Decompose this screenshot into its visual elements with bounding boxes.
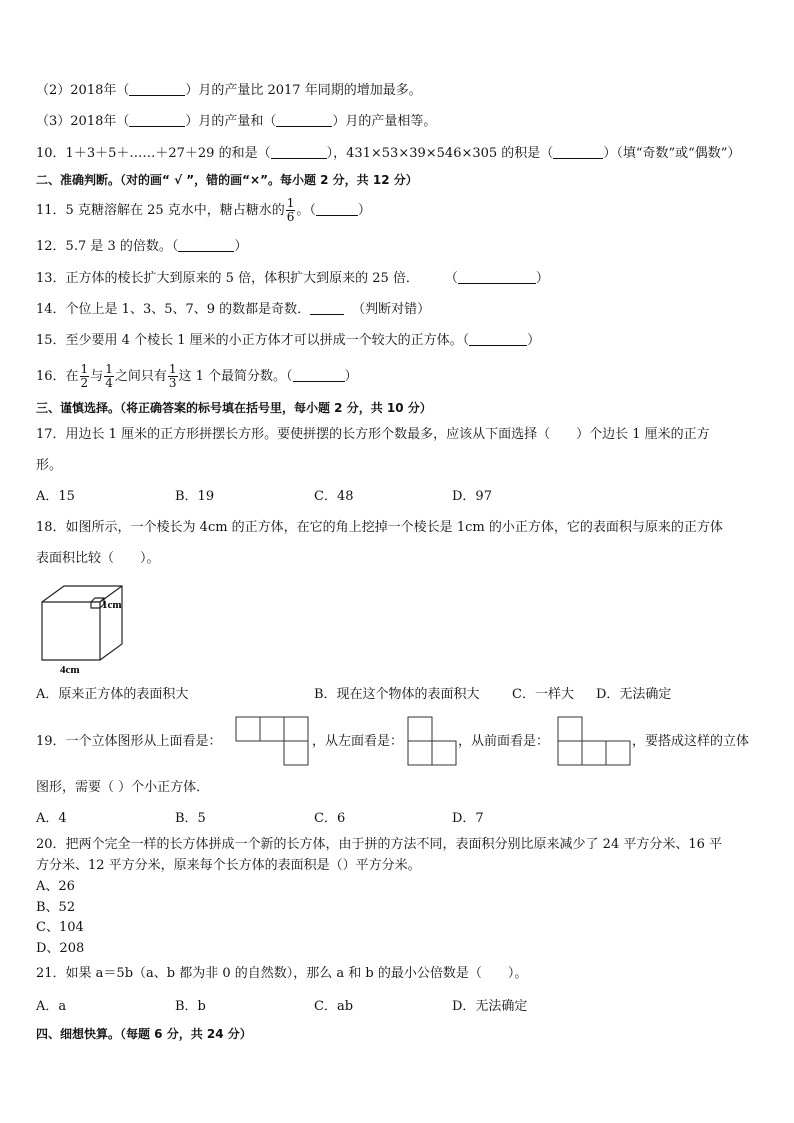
- left-view-grid: [408, 717, 458, 767]
- answer-blank[interactable]: [129, 83, 185, 96]
- cube-figure: [36, 582, 136, 674]
- q20-option-b[interactable]: B、52: [36, 900, 76, 915]
- answer-blank[interactable]: [458, 271, 536, 284]
- fraction-one-quarter: $\frac{1}{4}$: [105, 362, 113, 390]
- question-16: 16．在 $\frac{1}{2}$ 与 $\frac{1}{4}$ 之间只有 $\frac{1}{3}$ 这 1 个最简分数。（ ）: [36, 362, 358, 390]
- answer-blank[interactable]: [178, 239, 234, 252]
- q17-option-b[interactable]: B．19: [175, 489, 215, 504]
- answer-blank[interactable]: [316, 203, 358, 216]
- section-4-heading: 四、细想快算。（每题 6 分，共 24 分）: [36, 1027, 252, 1041]
- answer-blank[interactable]: [271, 146, 327, 159]
- question-18-line2: 表面积比较（ ）。: [36, 551, 160, 566]
- answer-blank[interactable]: [276, 114, 332, 127]
- front-view-grid: [558, 717, 632, 767]
- answer-blank[interactable]: [293, 369, 345, 382]
- question-18-line1: 18．如图所示，一个棱长为 4cm 的正方体，在它的角上挖掉一个棱长是 1cm 的小正方体，它的表面积与原来的正方体: [36, 520, 723, 535]
- q18-option-c[interactable]: C．一样大: [512, 687, 574, 702]
- section-3-heading: 三、谨慎选择。（将正确答案的标号填在括号里，每小题 2 分，共 10 分）: [36, 401, 432, 415]
- q21-option-c[interactable]: C．ab: [314, 999, 354, 1014]
- q9-part2: （2）2018年（ ）月的产量比 2017 年同期的增加最多。: [36, 83, 422, 98]
- q19-option-a[interactable]: A．4: [36, 811, 67, 826]
- question-19-part-a: 19．一个立体图形从上面看是：: [36, 734, 222, 749]
- q20-option-d[interactable]: D、208: [36, 941, 85, 956]
- fraction-one-half: $\frac{1}{2}$: [80, 362, 89, 390]
- question-20-line2: 方分米、12 平方分米，原来每个长方体的表面积是（）平方分米。: [36, 858, 421, 873]
- q19-option-d[interactable]: D．7: [452, 811, 484, 826]
- question-19-part-b: ，从左面看是：: [312, 734, 404, 749]
- question-11: 11．5 克糖溶解在 25 克水中，糖占糖水的 $\frac{1}{6}$ 。（ ）: [36, 196, 371, 224]
- q21-option-a[interactable]: A．a: [36, 999, 67, 1014]
- question-12: 12．5.7 是 3 的倍数。（ ）: [36, 239, 248, 254]
- top-view-grid: [236, 717, 310, 767]
- question-19-part-d: ，要搭成这样的立体: [632, 734, 750, 749]
- question-14: 14．个位上是 1、3、5、7、9 的数都是奇数． （判断对错）: [36, 302, 431, 317]
- answer-blank[interactable]: [129, 114, 185, 127]
- question-19-part-c: ，从前面看是：: [458, 734, 550, 749]
- question-13: 13．正方体的棱长扩大到原来的 5 倍，体积扩大到原来的 25 倍． （ ）: [36, 271, 549, 286]
- small-cube-label: 1cm: [102, 599, 122, 611]
- answer-blank[interactable]: [553, 146, 603, 159]
- answer-blank[interactable]: [310, 302, 344, 315]
- q17-option-c[interactable]: C．48: [314, 489, 354, 504]
- q18-option-d[interactable]: D．无法确定: [596, 687, 672, 702]
- q21-option-b[interactable]: B．b: [175, 999, 206, 1014]
- q19-option-c[interactable]: C．6: [314, 811, 346, 826]
- q20-option-a[interactable]: A、26: [36, 879, 75, 894]
- question-17-line1: 17．用边长 1 厘米的正方形拼摆长方形。要使拼摆的长方形个数最多，应该从下面选择（ ）个边长 1 厘米的正方: [36, 427, 710, 442]
- question-21: 21．如果 a＝5b（a、b 都为非 0 的自然数），那么 a 和 b 的最小公倍数是（ ）。: [36, 966, 528, 981]
- question-10: 10．1＋3＋5＋……＋27＋29 的和是（ ），431×53×39×546×305 的积是（ ）（填“奇数”或“偶数”）: [36, 146, 741, 161]
- q18-option-a[interactable]: A．原来正方体的表面积大: [36, 687, 189, 702]
- question-20-line1: 20．把两个完全一样的长方体拼成一个新的长方体，由于拼的方法不同，表面积分别比原来减少了 24 平方分米、16 平: [36, 837, 723, 852]
- q19-option-b[interactable]: B．5: [175, 811, 206, 826]
- q17-option-d[interactable]: D．97: [452, 489, 492, 504]
- question-19-line2: 图形，需要（ ）个小正方体．: [36, 780, 210, 795]
- fraction-one-third: $\frac{1}{3}$: [168, 362, 177, 390]
- q20-option-c[interactable]: C、104: [36, 920, 84, 935]
- q21-option-d[interactable]: D．无法确定: [452, 999, 528, 1014]
- q17-option-a[interactable]: A．15: [36, 489, 75, 504]
- q9-part3: （3）2018年（ ）月的产量和（ ）月的产量相等。: [36, 114, 437, 129]
- section-2-heading: 二、准确判断。（对的画“ √ ”，错的画“×”。每小题 2 分，共 12 分）: [36, 173, 418, 187]
- big-cube-label: 4cm: [60, 664, 80, 676]
- question-17-line2: 形。: [36, 458, 63, 473]
- fraction-one-sixth: $\frac{1}{6}$: [286, 196, 295, 224]
- q18-option-b[interactable]: B．现在这个物体的表面积大: [314, 687, 480, 702]
- answer-blank[interactable]: [469, 333, 527, 346]
- question-15: 15．至少要用 4 个棱长 1 厘米的小正方体才可以拼成一个较大的正方体。（ ）: [36, 333, 541, 348]
